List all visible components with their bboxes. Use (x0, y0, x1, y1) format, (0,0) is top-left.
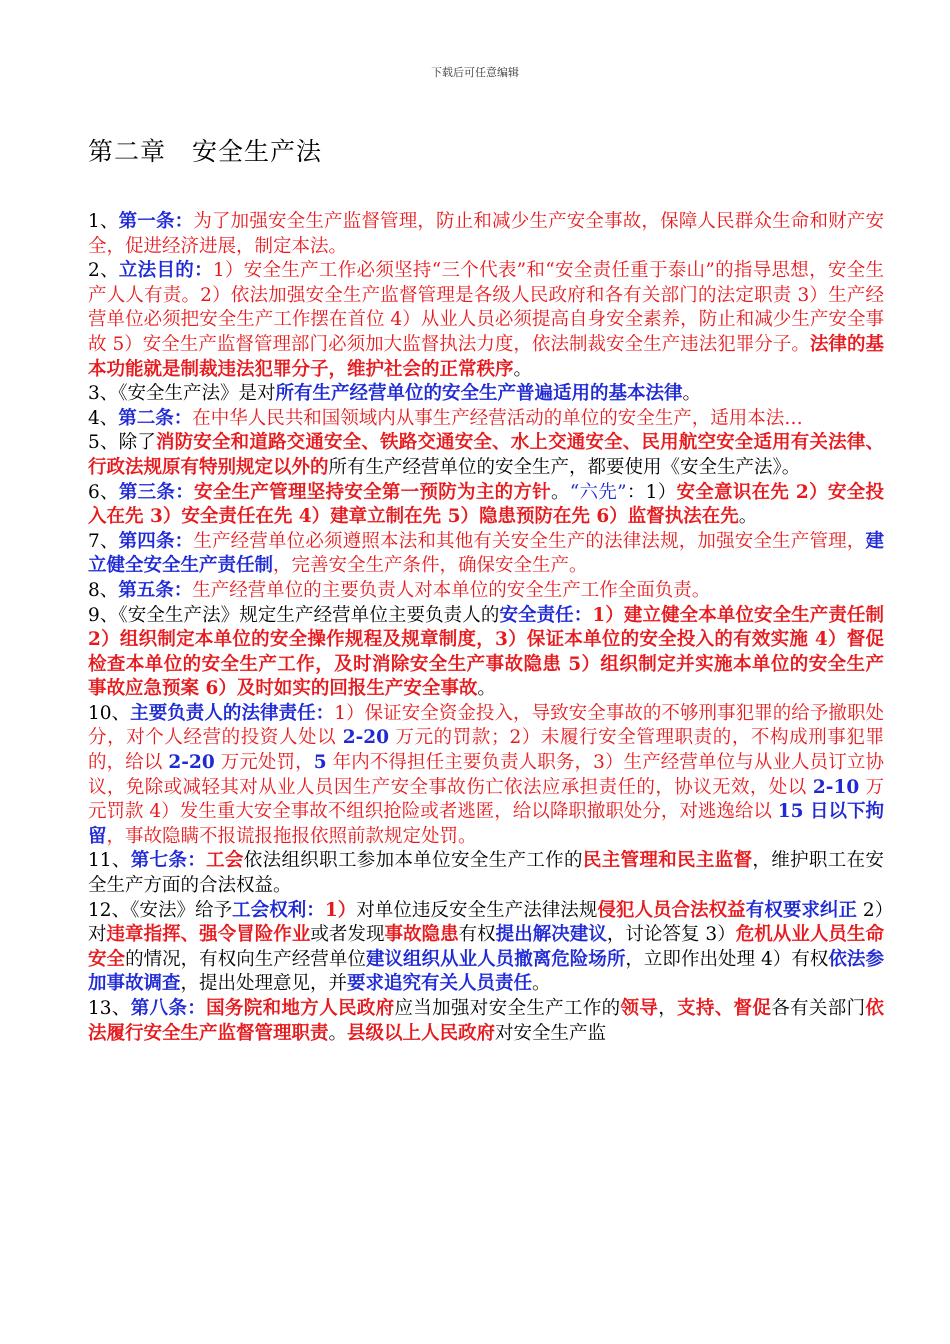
text-segment: 。 (513, 358, 533, 380)
text-segment: 在中华人民共和国领域内从事生产经营活动的单位的安全生产，适用本法… (192, 407, 803, 429)
paragraph-2 (88, 259, 884, 382)
chapter-title: 第二章 安全生产法 (88, 137, 323, 166)
text-segment: 万元处罚， (214, 752, 314, 774)
text-segment: 13、 (88, 998, 131, 1019)
paragraph-13 (88, 997, 884, 1046)
text-segment: “六先” (569, 481, 627, 503)
text-segment: ，事故隐瞒不报谎报拖报依照前款规定处罚。 (106, 825, 477, 847)
text-segment: 。 (328, 1022, 348, 1044)
text-segment: 2、 (88, 260, 119, 282)
text-segment: 11、 (88, 850, 131, 872)
text-segment: 第三条： (118, 481, 195, 503)
text-segment: ，提出处理意见，并 (180, 973, 348, 995)
text-segment: 第一条： (118, 211, 194, 232)
paragraph-9 (88, 604, 884, 702)
text-segment: 3、《安全生产法》是对 (88, 383, 276, 405)
text-segment: ，维护职工在安全生产方面的合法权益。 (88, 850, 884, 897)
text-segment: 领导 (620, 998, 659, 1019)
text-segment: 5、除了 (88, 432, 156, 454)
paragraph-1 (88, 210, 884, 259)
text-segment: 安全意识在先 2）安全投入在先 3）安全责任在先 4）建章立制在先 5）隐患预防在先 6）监督执法在先 (88, 481, 884, 528)
text-segment: 1）保证安全资金投入，导致安全事故的不够刑事犯罪的给予撤职处分，对个人经营的投资人处以 (88, 702, 884, 749)
paragraph-5 (88, 431, 884, 480)
text-segment: 工会 (206, 850, 244, 872)
paragraph-4 (88, 407, 884, 432)
text-segment: ，立即作出处理 4）有权 (625, 948, 829, 970)
text-segment: 依法参加事故调查 (88, 948, 884, 995)
text-segment: 第五条： (118, 579, 193, 601)
text-segment: 安全生产管理坚持安全第一预防为主的方针 (194, 481, 551, 503)
text-segment: 2-10 (812, 776, 860, 798)
text-segment: 12、《安法》给予 (88, 899, 233, 921)
text-segment: 2）对 (88, 899, 884, 946)
text-segment: 建立健全安全生产责任制 (88, 530, 884, 577)
text-segment: 。 (738, 506, 758, 528)
text-segment: 对单位违反安全生产法律法规 (356, 899, 598, 921)
text-segment: ， (658, 998, 678, 1019)
paragraph-10 (88, 702, 884, 850)
text-segment: 。 (532, 973, 551, 995)
paragraph-11 (88, 849, 884, 898)
text-segment: ，讨论答复 3） (606, 924, 736, 946)
text-segment: 工会权利： (232, 899, 325, 921)
paragraph-7 (88, 530, 884, 579)
text-segment: 2-20 (168, 752, 215, 774)
text-segment: 主要负责人的法律责任： (130, 702, 335, 724)
text-segment: 有权 (458, 924, 496, 946)
text-segment: 违章指挥、强令冒险作业 (106, 924, 311, 946)
text-segment: 依法履行安全生产监督管理职责 (88, 998, 884, 1044)
text-segment: ，完善安全生产条件，确保安全生产。 (273, 555, 588, 577)
text-segment: 法律的基本功能就是制裁违法犯罪分子，维护社会的正常秩序 (88, 333, 884, 380)
text-segment: 9、《安全生产法》规定生产经营单位主要负责人的 (88, 604, 500, 626)
text-segment: 提出解决建议 (495, 924, 607, 946)
text-segment: 万元罚款 4）发生重大安全事故不组织抢险或者逃匿，给以降职撤职处分，对逃逸给以 (88, 776, 884, 823)
text-segment: 第二条： (118, 407, 193, 429)
text-segment: 2-20 (342, 727, 389, 749)
text-segment: 建议组织从业人员撤离危险场所 (365, 948, 626, 970)
text-segment: 6、 (88, 481, 119, 503)
text-segment: 5 (313, 752, 327, 774)
text-segment: 要求追究有关人员责任 (347, 973, 533, 995)
paragraph-3 (88, 382, 884, 407)
text-segment: 危机从业人员生命安全 (88, 924, 884, 970)
text-segment: 生产经营单位必须遵照本法和其他有关安全生产的法律法规，加强安全生产管理， (193, 530, 866, 552)
text-segment: 民主管理和民主监督 (582, 850, 753, 872)
page-header: 下载后可任意编辑 (431, 66, 519, 79)
paragraph-8 (88, 579, 884, 604)
text-segment: 1）建立健全本单位安全生产责任制 2）组织制定本单位的安全操作规程及规章制度，3）保证本单位的安全投入的有效实施 4）督促检查本单位的安全生产工作，及时消除安全生产事故隐患 5）组织制定并实施本单位的安全生产事故应急预案 6）及时如实的回报生产安全事故 (88, 604, 884, 700)
text-segment: 第四条： (118, 530, 194, 552)
paragraph-12 (88, 899, 884, 997)
text-segment: 支持、督促 (677, 998, 772, 1019)
text-segment: 或者发现 (310, 924, 385, 946)
text-segment: 。 (682, 383, 702, 405)
text-segment: 8、 (88, 579, 119, 601)
text-segment: 国务院和地方人民政府 (206, 998, 395, 1019)
text-segment: 各有关部门 (771, 998, 866, 1019)
text-segment: 。 (477, 678, 496, 700)
text-segment: 安全责任： (499, 604, 593, 626)
text-segment: 万元的罚款；2）未履行安全管理职责的，不构成刑事犯罪的，给以 (88, 727, 884, 774)
text-segment: 7、 (88, 530, 119, 552)
text-segment: 事故隐患 (384, 924, 459, 946)
text-segment: 10、 (88, 702, 131, 724)
text-segment: 所有生产经营单位的安全生产普遍适用的基本法律 (275, 383, 683, 405)
text-segment: 县级以上人民政府 (347, 1022, 496, 1044)
text-segment: ：1） (626, 481, 677, 503)
text-segment: 。 (550, 481, 570, 503)
text-segment: 1、 (88, 211, 119, 232)
document-body (88, 210, 884, 1046)
text-segment: 立法目的： (118, 260, 213, 282)
text-segment: 1） (324, 899, 357, 921)
text-segment: 应当加强对安全生产工作的 (394, 998, 621, 1019)
text-segment: 为了加强安全生产监督管理，防止和减少生产安全事故，保障人民群众生命和财产安全，促进经济进展，制定本法。 (88, 211, 884, 257)
text-segment: 的情况，有权向生产经营单位 (125, 948, 366, 970)
text-segment: 年内不得担任主要负责人职务，3）生产经营单位与从业人员订立协议，免除或减轻其对从业人员因生产安全事故伤亡依法应承担责任的，协议无效，处以 (88, 752, 884, 798)
text-segment: 有权要求纠正 (745, 899, 857, 921)
text-segment: 侵犯人员合法权益 (597, 899, 746, 921)
text-segment: 15 日以下拘留 (88, 801, 884, 847)
text-segment: 对安全生产监 (495, 1022, 607, 1044)
paragraph-6 (88, 481, 884, 530)
text-segment: 生产经营单位的主要负责人对本单位的安全生产工作全面负责。 (192, 579, 711, 601)
text-segment: 依法组织职工参加本单位安全生产工作的 (243, 850, 583, 872)
text-segment: 消防安全和道路交通安全、铁路交通安全、水上交通安全、民用航空安全适用有关法律、行政法规原有特别规定以外的 (88, 432, 884, 478)
text-segment: 第七条： (130, 850, 207, 872)
text-segment: 4、 (88, 407, 119, 429)
text-segment: 所有生产经营单位的安全生产，都要使用《安全生产法》。 (328, 456, 801, 478)
text-segment: 1）安全生产工作必须坚持“三个代表”和“安全责任重于泰山”的指导思想，安全生产人人有责。2）依法加强安全生产监督管理是各级人民政府和各有关部门的法定职责 3）生产经营单位必须把安全生产工作摆在首位 4）从业人员必须提高自身安全素养，防止和减少生产安全事故 5）安全生产监督管理部门必须加大监督执法力度，依法制裁安全生产违法犯罪分子。 (88, 260, 884, 355)
text-segment: 第八条： (130, 998, 207, 1019)
